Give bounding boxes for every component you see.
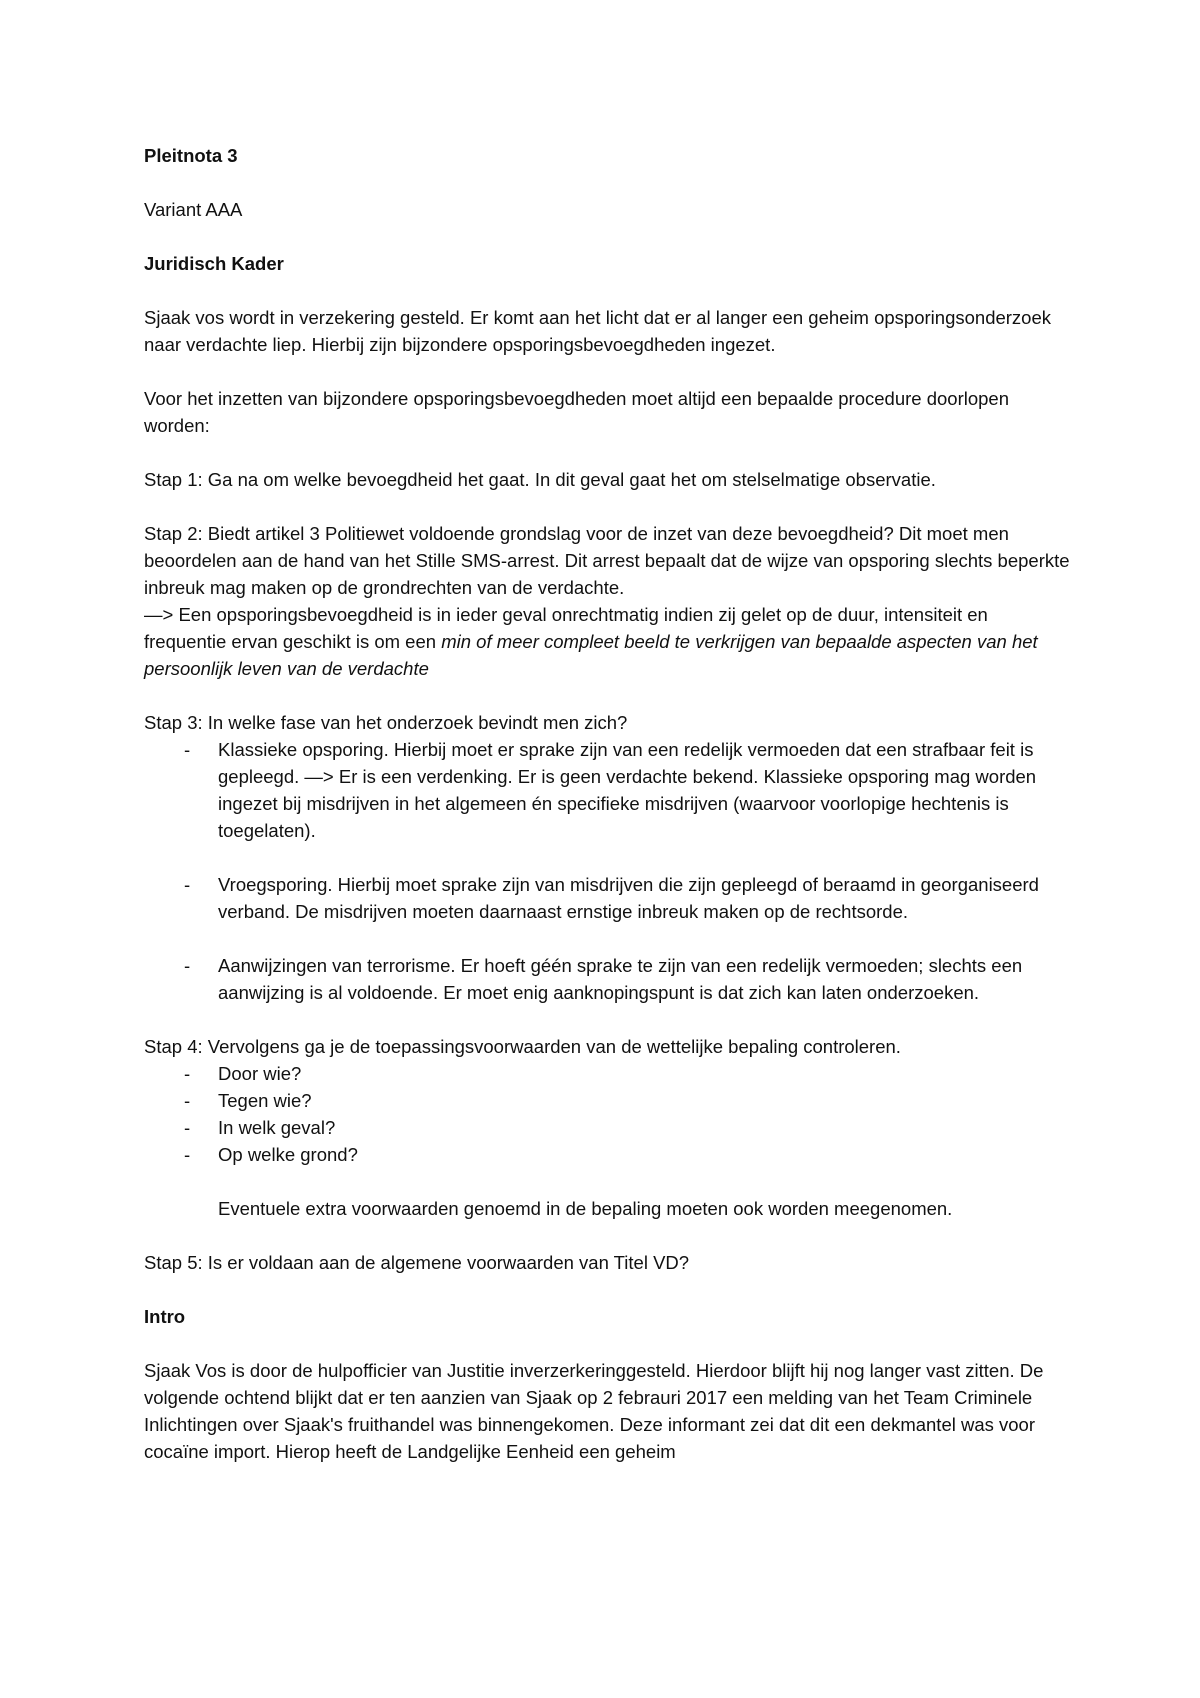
step-2-arrow: —> Een opsporingsbevoegdheid is in ieder geval onrechtmatig indien zij gelet op de duur, intensiteit en frequentie ervan geschikt is om een <box>144 604 988 652</box>
document-page <box>144 142 1074 1492</box>
variant-label: Variant AAA <box>144 199 243 220</box>
dash-bullet: - <box>184 739 191 760</box>
list-item <box>144 1087 1074 1114</box>
step-2: Stap 2: Biedt artikel 3 Politiewet voldoende grondslag voor de inzet van deze bevoegdheid? Dit moet men beoordelen aan de hand van het Stille SMS-arrest. Dit arrest bepaalt dat de wijze van opsporing slechts beperkte inbreuk mag maken op de grondrechten van de verdachte. <box>144 523 1070 598</box>
step-5: Stap 5: Is er voldaan aan de algemene voorwaarden van Titel VD? <box>144 1252 690 1273</box>
list-item <box>144 736 1074 844</box>
list-item-text: Door wie? <box>218 1063 302 1084</box>
step-1: Stap 1: Ga na om welke bevoegdheid het gaat. In dit geval gaat het om stelselmatige observatie. <box>144 469 936 490</box>
list-item-text: Aanwijzingen van terrorisme. Er hoeft géén sprake te zijn van een redelijk vermoeden; slechts een aanwijzing is al voldoende. Er moet enig aanknopingspunt is dat zich kan laten onderzoeken. <box>218 955 1023 1003</box>
dash-bullet: - <box>184 1144 191 1165</box>
section-heading-juridisch-kader: Juridisch Kader <box>144 253 284 274</box>
document-title: Pleitnota 3 <box>144 145 238 166</box>
list-item <box>144 1141 1074 1168</box>
section-heading-intro: Intro <box>144 1306 186 1327</box>
list-item-text: In welk geval? <box>218 1117 336 1138</box>
dash-bullet: - <box>184 1090 191 1111</box>
list-item-text: Op welke grond? <box>218 1144 358 1165</box>
step-2-arrow-italic: min of meer compleet beeld te verkrijgen van bepaalde aspecten van het persoonlijk leven van de verdachte <box>144 631 1038 679</box>
dash-bullet: - <box>184 874 191 895</box>
step-4: Stap 4: Vervolgens ga je de toepassingsvoorwaarden van de wettelijke bepaling controleren. <box>144 1036 901 1057</box>
list-item <box>144 1060 1074 1087</box>
dash-bullet: - <box>184 955 191 976</box>
intro-paragraph: Sjaak Vos is door de hulpofficier van Justitie inverzerkeringgesteld. Hierdoor blijft hij nog langer vast zitten. De volgende ochtend blijkt dat er ten aanzien van Sjaak op 2 febrauri 2017 een melding van het Team Criminele Inlichtingen over Sjaak's fruithandel was binnengekomen. Deze informant zei dat dit een dekmantel was voor cocaïne import. Hierop heeft de Landgelijke Eenheid een geheim <box>144 1360 1044 1462</box>
list-item-text: Tegen wie? <box>218 1090 312 1111</box>
list-item <box>144 952 1074 1006</box>
paragraph-2: Voor het inzetten van bijzondere opsporingsbevoegdheden moet altijd een bepaalde procedure doorlopen worden: <box>144 388 1010 436</box>
step-4-note: Eventuele extra voorwaarden genoemd in de bepaling moeten ook worden meegenomen. <box>218 1198 953 1219</box>
step-3-list <box>144 736 1074 1006</box>
step-3: Stap 3: In welke fase van het onderzoek bevindt men zich? <box>144 712 628 733</box>
dash-bullet: - <box>184 1117 191 1138</box>
step-4-list <box>144 1060 1074 1168</box>
list-item-text: Klassieke opsporing. Hierbij moet er sprake zijn van een redelijk vermoeden dat een strafbaar feit is gepleegd. —> Er is een verdenking. Er is geen verdachte bekend. Klassieke opsporing mag worden ingezet bij misdrijven in het algemeen én specifieke misdrijven (waarvoor voorlopige hechtenis is toegelaten). <box>218 739 1037 841</box>
list-item <box>144 1114 1074 1141</box>
paragraph-1: Sjaak vos wordt in verzekering gesteld. Er komt aan het licht dat er al langer een geheim opsporingsonderzoek naar verdachte liep. Hierbij zijn bijzondere opsporingsbevoegdheden ingezet. <box>144 307 1052 355</box>
list-item <box>144 871 1074 925</box>
list-item-text: Vroegsporing. Hierbij moet sprake zijn van misdrijven die zijn gepleegd of beraamd in georganiseerd verband. De misdrijven moeten daarnaast ernstige inbreuk maken op de rechtsorde. <box>218 874 1039 922</box>
dash-bullet: - <box>184 1063 191 1084</box>
step-2-block <box>144 520 1074 682</box>
